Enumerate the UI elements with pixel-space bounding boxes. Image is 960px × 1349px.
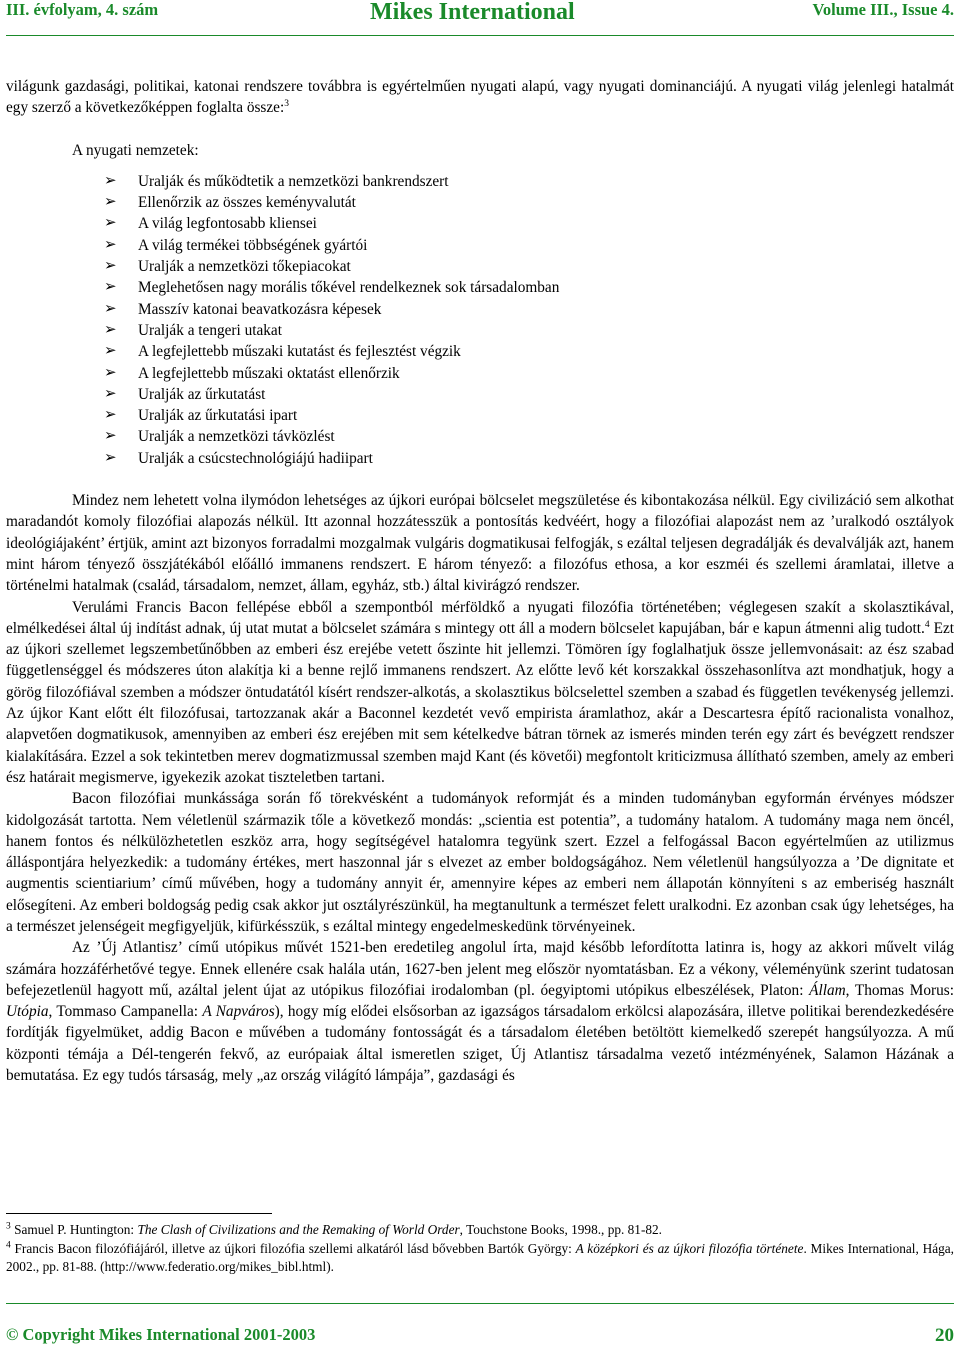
list-item-text: A világ termékei többségének gyártói: [138, 236, 368, 254]
arrow-bullet-icon: ➢: [104, 364, 117, 381]
header-volume-en: Volume III., Issue 4.: [812, 0, 954, 19]
article-body: [6, 76, 954, 1086]
title-utopia: Utópia: [6, 1003, 49, 1021]
arrow-bullet-icon: ➢: [104, 258, 117, 275]
paragraph-1: Mindez nem lehetett volna ilymódon lehetséges az újkori európai bölcselet megszületése és kibontakozása nélkül. Egy civilizáció sem alkothat maradandót komoly filozófiai alapozás nélkül. Itt azonnal hozzátesszük a pontosítás kedvéért, hogy a filozófiai alapozást nem az ’uralkodó osztályok ideológiájaként’ értjük, amint azt bizonyos forradalmi mozgalmak vulgáris dogmatikusai felfogják, s ezáltal teljesen degradálják és devalválják azt, hanem mint három tényező összjátékából előálló immanens rendszert. E három tényező: a filozófus ethosa, a kor eszméi és szellemi áramlatai, illetve a történelmi hatalmak (család, társadalom, nemzet, állam, egyház, stb.) által kivirágzó rendszer.: [6, 492, 954, 595]
title-napvaros: A Napváros: [202, 1003, 275, 1021]
list-item-text: Uralják és működtetik a nemzetközi bankrendszert: [138, 172, 449, 190]
paragraph-2-text-a: Verulámi Francis Bacon fellépése ebből a szempontból mérföldkő a nyugati filozófia történetében; véglegesen szakít a skolasztikával, elmélkedései által új indítást adnak, új utat mutat a bölcselet számára s mintegy ott áll a modern bölcselet kapujában, bár e kapun átmenni alig tudott.: [6, 598, 954, 637]
header-journal-title: Mikes International: [370, 0, 575, 25]
footnote-text: , Touchstone Books, 1998., pp. 81-82.: [459, 1222, 662, 1237]
paragraph-2-text-b: Ezt az újkori szellemet legszembetűnőbben az emberi ész erejébe vetett őszinte hit jellemzi. Tömören így foglalhatjuk össze jellemvonásait: az ész szabad függetlenséggel és módszeres úton alakítja ki a benne rejlő immanens rendszert. Az előtte levő két korszakkal összehasonlítva azt mondhatjuk, hogy a görög filozófiával szemben a módszer öntudatától kísért rendszer-alkotás, a skolasztikus bölcselettel szemben a szabad és független tevékenység jellemzi. Az újkor Kant előtt élt filozófusai, tartozzanak akár a Baconnel kezdetét vevő empirista áramlathoz, akár a Descartesra építő racionalista vonalhoz, alapvetően dogmatikusok, amennyiben az emberi ész erejében mit sem kételkedve bátran törnek az ismerés minden terén egy zárt és bevégzett rendszer kialakítására. Ezzel a sok tekintetben merev dogmatizmussal szemben majd Kant (és követői) megfontolt kriticizmusa állítható szemben, amely az emberi ész határait megismerve, igyekezik azokat tiszteletben tartani.: [6, 619, 954, 786]
arrow-bullet-icon: ➢: [104, 215, 117, 232]
list-item: [104, 171, 954, 192]
list-item: [104, 213, 954, 234]
list-title: A nyugati nemzetek:: [72, 141, 199, 159]
list-item: [104, 277, 954, 298]
footnote-ref-4[interactable]: 4: [924, 619, 930, 630]
list-item: [104, 320, 954, 341]
paragraph-3: Bacon filozófiai munkássága során fő törekvésként a tudományok reformját és a minden tudományban egyformán érvényes módszer kidolgozását tartotta. Nem véletlenül származik tőle a következő mondás: „scientia est potentia”, a tudomány hatalom. A tudomány maga nem öncél, hanem fontos és nélkülözhetetlen eszköz arra, hogy segítségével hatalomra tegyünk szert. Ezzel a felfogással Bacon egyértelműen az utilizmus álláspontjára helyezkedik: a tudomány értékes, mert haszonnal jár s elvezet az ember boldogságához. Nem véletlenül hangsúlyozza a ’De dignitate et augmentis scientiarium’ című művében, hogy a tudomány annyit ér, amennyire képes az emberi nem állapotán könnyíteni s az emberiség használt elősegíteni. Az emberi boldogság pedig csak akkor jut osztályrészünkül, ha megtanultunk a természet felett uralkodni. Ez azonban csak úgy lehetséges, ha a természet jelenségeit megfigyeljük, kifürkésszük, s ezáltal mintegy engedelmeskedünk törvényeinek.: [6, 790, 954, 935]
footnote-text: Francis Bacon filozófiájáról, illetve az újkori filozófia szellemi alkatáról lásd bővebben Bartók György:: [10, 1240, 576, 1256]
list-item-text: A legfejlettebb műszaki oktatást ellenőrzik: [138, 364, 400, 382]
footer-copyright: © Copyright Mikes International 2001-2003: [6, 1325, 316, 1344]
footnote-text: Samuel P. Huntington:: [10, 1222, 138, 1237]
list-item: [104, 235, 954, 256]
footer-divider: [6, 1303, 954, 1304]
header-divider: [6, 35, 954, 36]
arrow-bullet-icon: ➢: [104, 428, 117, 445]
footnote-divider: [6, 1213, 272, 1214]
arrow-bullet-icon: ➢: [104, 194, 117, 211]
list-item-text: Uralják az űrkutatást: [138, 385, 266, 403]
list-item: [104, 363, 954, 384]
paragraph-2: [6, 597, 954, 789]
paragraph-4-text-a: Az ’Új Atlantisz’ című utópikus művét 1521-ben eredetileg angolul írta, majd később lefordította latinra is, hogy az akkori művelt világ számára hozzáférhetővé tegye. Ennek ellenére csak halála után, 1627-ben jelent meg először nyomtatásban. Ez a vékony, véleményünk szerint tudatosan befejezetlenül hagyott mű, azáltal jelent újat az utópikus filozófiai irodalomban (pl. óegyiptomi utópikus elbeszélések, Platon:: [6, 939, 954, 999]
header-volume-hu: III. évfolyam, 4. szám: [6, 0, 159, 19]
list-item-text: Uralják az űrkutatási ipart: [138, 407, 298, 425]
list-item: [104, 448, 954, 469]
page-header: [0, 0, 960, 32]
footnote-book-title: A középkori és az újkori filozófia története: [575, 1240, 804, 1256]
footnote-text[interactable]: . Mikes International, Hága, 2002., pp. 81-88. (http://www.federatio.org/mikes_bibl.html).: [6, 1240, 954, 1275]
bullet-list: [6, 171, 954, 469]
list-item-text: A legfejlettebb műszaki kutatást és fejlesztést végzik: [138, 343, 461, 361]
arrow-bullet-icon: ➢: [104, 385, 117, 402]
list-item-text: Uralják a nemzetközi tőkepiacokat: [138, 258, 351, 276]
list-item: [104, 341, 954, 362]
arrow-bullet-icon: ➢: [104, 321, 117, 338]
paragraph-4-text-c: , Tommaso Campanella:: [48, 1003, 203, 1021]
arrow-bullet-icon: ➢: [104, 407, 117, 424]
arrow-bullet-icon: ➢: [104, 343, 117, 360]
footnote-number: 3: [6, 1221, 11, 1232]
list-item-text: Uralják a nemzetközi távközlést: [138, 428, 335, 446]
footnote-3: [6, 1221, 954, 1240]
list-item: [104, 192, 954, 213]
list-item-text: Meglehetősen nagy morális tőkével rendelkeznek sok társadalomban: [138, 279, 560, 297]
paragraph-4-text-b: , Thomas Morus:: [845, 981, 954, 999]
intro-paragraph: [6, 76, 954, 119]
list-item-text: Uralják a csúcstechnológiájú hadiipart: [138, 449, 373, 467]
footnote-number: 4: [6, 1240, 11, 1251]
title-allam: Állam: [809, 981, 846, 999]
list-item: [104, 384, 954, 405]
arrow-bullet-icon: ➢: [104, 172, 117, 189]
arrow-bullet-icon: ➢: [104, 449, 117, 466]
footnote-book-title: The Clash of Civilizations and the Remaking of World Order: [137, 1222, 460, 1237]
paragraph-4: [6, 937, 954, 1086]
page-number: 20: [935, 1325, 954, 1346]
list-item: [104, 256, 954, 277]
list-item: [104, 426, 954, 447]
paragraph-4-text-d: ), hogy míg elődei elsősorban az igazságos társadalom erkölcsi alapozására, illetve politikai berendezkedésére fordítják figyelmüket, addig Bacon e művében a tudomány fontosságát és a társadalom életében betöltött kiemelkedő szerepét hangsúlyozza. A mű központi témája a Dél-tengerén fekvő, az európaiak által ismeretlen sziget, Új Atlantisz társadalma vezető intézményének, Salamon Házának a bemutatása. Ez egy tudós társaság, mely „az ország világító lámpája”, gazdasági és: [6, 1003, 954, 1085]
list-item-text: Masszív katonai beavatkozásra képesek: [138, 300, 382, 318]
list-item: [104, 405, 954, 426]
footnotes: [6, 1221, 954, 1277]
arrow-bullet-icon: ➢: [104, 279, 117, 296]
list-item-text: A világ legfontosabb kliensei: [138, 215, 317, 233]
footnote-ref-3[interactable]: 3: [284, 99, 289, 110]
list-item-text: Uralják a tengeri utakat: [138, 321, 282, 339]
list-item-text: Ellenőrzik az összes keményvalutát: [138, 194, 356, 212]
footnote-4: [6, 1240, 954, 1277]
intro-text: világunk gazdasági, politikai, katonai rendszere továbbra is egyértelműen nyugati alapú, vagy nyugati dominanciájú. A nyugati világ jelenlegi hatalmát egy szerző a következőképpen foglalta össze:: [6, 78, 954, 117]
arrow-bullet-icon: ➢: [104, 300, 117, 317]
list-item: [104, 299, 954, 320]
arrow-bullet-icon: ➢: [104, 236, 117, 253]
